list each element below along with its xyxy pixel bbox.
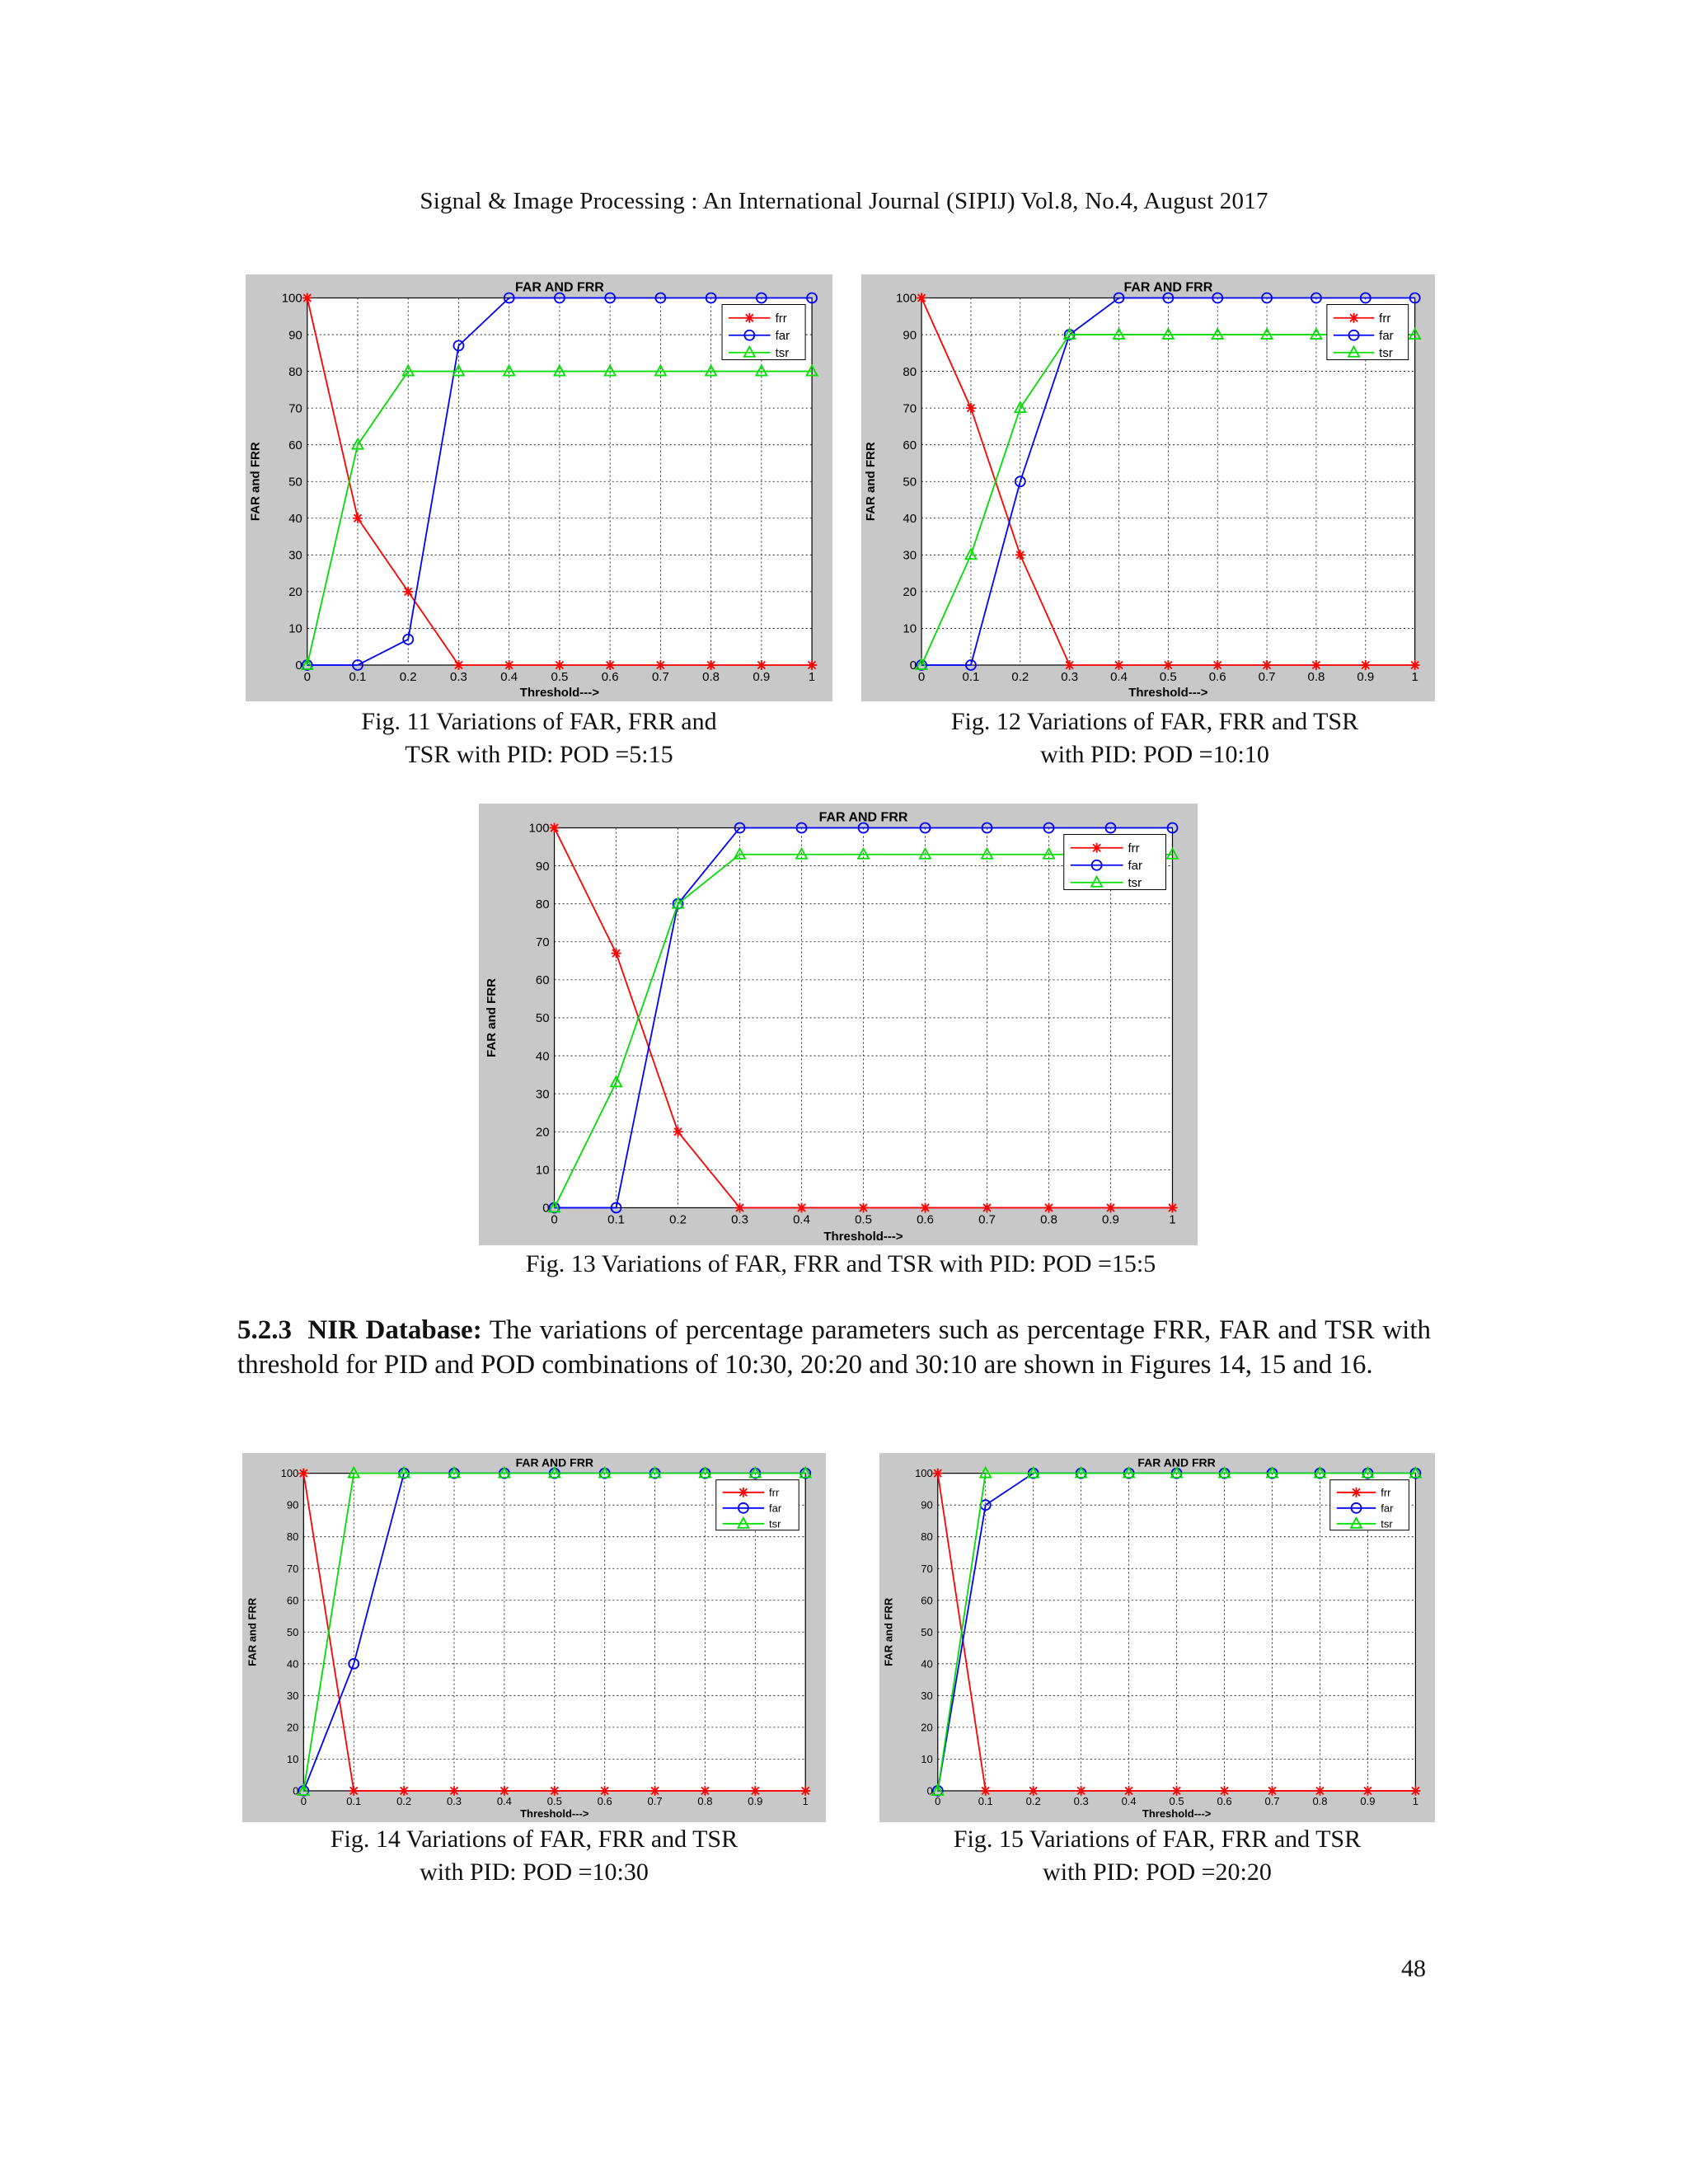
fig15-y-tick-label-10: 100: [915, 1467, 933, 1480]
fig13-legend-label-tsr: tsr: [1128, 875, 1142, 890]
fig12-y-axis-label: FAR and FRR: [864, 442, 879, 522]
fig11-y-tick-label-1: 10: [288, 621, 302, 636]
fig15-frr-point-6: [1220, 1786, 1230, 1796]
fig12-frr-point-2: [1015, 550, 1025, 560]
fig11-frr-point-4: [504, 660, 514, 670]
fig14-y-tick-label-5: 50: [286, 1625, 299, 1638]
fig11-x-tick-label-8: 0.8: [702, 669, 720, 684]
figure-13-caption-line-1: Fig. 13 Variations of FAR, FRR and TSR with PID: POD =15:5: [525, 1250, 1156, 1277]
fig13-frr-point-7: [982, 1202, 992, 1212]
fig13-frr-point-10: [1167, 1202, 1177, 1212]
fig15-y-tick-label-6: 60: [921, 1594, 933, 1607]
fig13-y-tick-label-0: 0: [542, 1201, 550, 1216]
fig14-chart: [242, 1453, 826, 1822]
fig11-legend-label-tsr: tsr: [775, 345, 790, 360]
fig14-frr-point-8: [700, 1786, 710, 1796]
figure-14-caption-line-2: with PID: POD =10:30: [420, 1858, 649, 1886]
fig15-x-tick-label-2: 0.2: [1025, 1794, 1041, 1807]
fig11-y-tick-label-10: 100: [281, 291, 302, 306]
figure-12-caption-line-1: Fig. 12 Variations of FAR, FRR and TSR: [950, 708, 1359, 735]
fig14-x-tick-label-1: 0.1: [346, 1794, 362, 1807]
fig13-legend-box: [1064, 834, 1166, 889]
fig12-legend-box: [1327, 304, 1409, 359]
fig14-frr-point-4: [499, 1786, 509, 1796]
fig11-legend-label-frr: frr: [775, 311, 787, 326]
fig12-x-tick-label-9: 0.9: [1357, 669, 1375, 684]
fig12-legend-label-tsr: tsr: [1379, 345, 1393, 360]
fig13-frr-point-6: [921, 1202, 931, 1212]
fig12-x-tick-label-8: 0.8: [1307, 669, 1325, 684]
fig13-y-tick-label-6: 60: [535, 973, 550, 988]
fig13-x-tick-label-7: 0.7: [978, 1212, 996, 1227]
figure-11: [246, 274, 832, 701]
fig13-y-tick-label-1: 10: [535, 1163, 550, 1178]
fig11-x-tick-label-0: 0: [303, 669, 311, 684]
fig15-y-axis-label: FAR and FRR: [882, 1597, 895, 1666]
fig11-frr-point-6: [605, 660, 615, 670]
figure-11-caption-line-2: TSR with PID: POD =5:15: [405, 741, 673, 768]
fig14-frr-point-2: [399, 1786, 409, 1796]
fig12-title: FAR AND FRR: [1123, 280, 1213, 295]
fig15-x-tick-label-8: 0.8: [1312, 1794, 1328, 1807]
fig11-x-tick-label-2: 0.2: [399, 669, 417, 684]
fig14-legend: [716, 1480, 799, 1530]
fig13-y-tick-label-2: 20: [535, 1125, 550, 1140]
fig15-x-tick-label-6: 0.6: [1217, 1794, 1232, 1807]
fig15-y-tick-label-9: 90: [921, 1498, 933, 1511]
fig13-y-tick-label-4: 40: [535, 1049, 550, 1064]
figure-11-caption-line-1: Fig. 11 Variations of FAR, FRR and: [361, 708, 717, 735]
fig12-y-tick-label-7: 70: [903, 401, 917, 416]
fig11-y-tick-label-9: 90: [288, 328, 302, 343]
fig13-legend-label-frr: frr: [1128, 841, 1140, 855]
section-title: NIR Database:: [307, 1315, 482, 1345]
fig13-y-tick-label-10: 100: [528, 821, 550, 836]
fig12-frr-point-3: [1065, 660, 1075, 670]
figure-14-caption: [242, 1823, 826, 1889]
fig14-frr-point-10: [800, 1786, 810, 1796]
figure-13: [479, 804, 1198, 1245]
fig15-frr-point-4: [1124, 1786, 1134, 1796]
fig13-frr-point-4: [797, 1202, 807, 1212]
fig15-x-tick-label-9: 0.9: [1360, 1794, 1376, 1807]
fig13-frr-point-0: [550, 823, 560, 832]
fig14-y-tick-label-9: 90: [286, 1498, 299, 1511]
fig12-frr-point-6: [1212, 660, 1222, 670]
fig13-x-tick-label-6: 0.6: [917, 1212, 934, 1227]
fig14-frr-point-3: [449, 1786, 459, 1796]
fig12-y-tick-label-5: 50: [903, 475, 917, 490]
fig11-y-tick-label-6: 60: [288, 438, 302, 452]
fig13-legend-marker-frr: [1092, 843, 1102, 853]
figure-15-caption-line-2: with PID: POD =20:20: [1043, 1858, 1272, 1886]
fig13-frr-point-1: [612, 949, 621, 958]
fig12-y-tick-label-0: 0: [909, 658, 917, 673]
fig15-legend-marker-frr: [1352, 1488, 1362, 1497]
fig13-frr-point-5: [859, 1202, 869, 1212]
fig11-x-axis-label: Threshold--->: [519, 686, 600, 700]
fig12-legend-label-frr: frr: [1379, 311, 1391, 326]
fig13-x-tick-label-2: 0.2: [669, 1212, 687, 1227]
fig13-y-tick-label-9: 90: [535, 859, 550, 874]
fig15-x-tick-label-1: 0.1: [978, 1794, 993, 1807]
fig14-legend-label-frr: frr: [769, 1486, 780, 1499]
fig12-x-tick-label-7: 0.7: [1258, 669, 1276, 684]
fig13-x-tick-label-1: 0.1: [607, 1212, 625, 1227]
fig13-x-tick-label-0: 0: [551, 1212, 558, 1227]
fig13-frr-point-9: [1105, 1202, 1115, 1212]
fig11-y-tick-label-7: 70: [288, 401, 302, 416]
fig11-frr-point-2: [403, 587, 413, 597]
fig15-y-tick-label-7: 70: [921, 1562, 933, 1575]
fig15-legend-label-frr: frr: [1381, 1486, 1391, 1499]
fig13-y-tick-label-7: 70: [535, 935, 550, 950]
fig14-x-tick-label-7: 0.7: [647, 1794, 663, 1807]
fig11-legend-box: [722, 304, 805, 359]
fig12-frr-point-7: [1262, 660, 1272, 670]
fig13-legend-label-far: far: [1128, 858, 1143, 873]
fig14-x-tick-label-0: 0: [300, 1794, 307, 1807]
fig12-legend-label-far: far: [1379, 328, 1394, 343]
fig12-frr-point-8: [1311, 660, 1321, 670]
fig13-frr-point-2: [673, 1127, 683, 1137]
fig15-legend-label-far: far: [1381, 1502, 1394, 1515]
fig14-x-tick-label-9: 0.9: [748, 1794, 763, 1807]
fig12-y-tick-label-3: 30: [903, 548, 917, 563]
fig15-frr-point-3: [1076, 1786, 1086, 1796]
figure-15-caption-line-1: Fig. 15 Variations of FAR, FRR and TSR: [953, 1825, 1362, 1853]
fig13-x-tick-label-3: 0.3: [731, 1212, 748, 1227]
fig13-x-tick-label-9: 0.9: [1102, 1212, 1119, 1227]
section-body: The variations of percentage parameters such as percentage FRR, FAR and TSR with threshold for PID and POD combinations of 10:30, 20:20 and 30:10 are shown in Figures 14, 15 and 16.: [237, 1315, 1431, 1380]
fig12-x-tick-label-0: 0: [917, 669, 926, 684]
fig15-legend-box: [1330, 1480, 1409, 1530]
fig15-frr-point-7: [1268, 1786, 1278, 1796]
fig14-y-tick-label-2: 20: [286, 1721, 299, 1734]
fig13-x-tick-label-5: 0.5: [855, 1212, 872, 1227]
fig15-legend: [1330, 1480, 1409, 1530]
fig12-x-tick-label-2: 0.2: [1011, 669, 1029, 684]
section-5-2-3: [237, 1313, 1431, 1382]
fig11-legend-marker-frr: [744, 313, 754, 323]
fig13-frr-point-8: [1043, 1202, 1053, 1212]
fig11-y-axis-label: FAR and FRR: [248, 442, 263, 522]
fig12-frr-point-4: [1114, 660, 1124, 670]
fig14-x-tick-label-2: 0.2: [396, 1794, 412, 1807]
fig13-frr-point-3: [735, 1202, 745, 1212]
fig15-frr-point-10: [1410, 1786, 1420, 1796]
fig12-frr-point-1: [966, 403, 976, 413]
fig14-y-tick-label-4: 40: [286, 1657, 299, 1671]
fig14-frr-point-5: [550, 1786, 560, 1796]
fig12-frr-point-10: [1410, 660, 1420, 670]
fig15-y-tick-label-3: 30: [921, 1689, 933, 1702]
figure-12-caption-line-2: with PID: POD =10:10: [1040, 741, 1269, 768]
fig14-x-axis-label: Threshold--->: [520, 1807, 589, 1820]
fig15-y-tick-label-1: 10: [921, 1752, 933, 1765]
fig14-x-tick-label-4: 0.4: [496, 1794, 512, 1807]
fig12-x-tick-label-5: 0.5: [1159, 669, 1177, 684]
fig11-frr-point-9: [757, 660, 767, 670]
figure-14: [242, 1453, 826, 1822]
fig14-y-tick-label-6: 60: [286, 1594, 299, 1607]
fig12-frr-point-0: [917, 293, 926, 302]
fig15-x-tick-label-7: 0.7: [1264, 1794, 1280, 1807]
fig15-frr-point-8: [1315, 1786, 1325, 1796]
fig11-frr-point-7: [655, 660, 665, 670]
fig11-x-tick-label-1: 0.1: [349, 669, 367, 684]
fig12-y-tick-label-9: 90: [903, 328, 917, 343]
fig11-frr-point-0: [302, 293, 312, 302]
fig14-legend-label-far: far: [769, 1502, 782, 1515]
fig15-y-tick-label-2: 20: [921, 1721, 933, 1734]
fig15-title: FAR AND FRR: [1137, 1455, 1216, 1469]
fig12-legend-marker-frr: [1349, 313, 1359, 323]
fig11-x-tick-label-7: 0.7: [651, 669, 669, 684]
fig15-x-tick-label-4: 0.4: [1121, 1794, 1137, 1807]
fig15-legend-label-tsr: tsr: [1381, 1517, 1393, 1530]
fig11-x-tick-label-9: 0.9: [753, 669, 771, 684]
fig15-frr-point-1: [981, 1786, 991, 1796]
fig11-frr-point-3: [453, 660, 463, 670]
fig14-frr-point-9: [750, 1786, 760, 1796]
fig14-y-tick-label-1: 10: [286, 1752, 299, 1765]
fig11-x-tick-label-3: 0.3: [450, 669, 467, 684]
fig13-x-tick-label-10: 1: [1169, 1212, 1176, 1227]
fig14-x-tick-label-10: 1: [802, 1794, 809, 1807]
fig12-y-tick-label-4: 40: [903, 512, 917, 527]
fig15-y-tick-label-8: 80: [921, 1530, 933, 1544]
fig11-x-tick-label-5: 0.5: [551, 669, 569, 684]
fig15-frr-point-5: [1172, 1786, 1182, 1796]
fig11-legend-label-far: far: [775, 328, 790, 343]
fig14-y-tick-label-0: 0: [293, 1784, 299, 1797]
fig11-chart: [246, 274, 832, 701]
fig15-x-tick-label-0: 0: [935, 1794, 941, 1807]
fig11-x-tick-label-4: 0.4: [500, 669, 518, 684]
figure-11-caption: [246, 705, 832, 771]
fig12-y-tick-label-10: 100: [896, 291, 917, 306]
fig12-y-tick-label-8: 80: [903, 364, 917, 379]
fig11-frr-point-5: [555, 660, 565, 670]
fig14-frr-point-7: [650, 1786, 660, 1796]
fig11-y-tick-label-2: 20: [288, 585, 302, 600]
fig11-legend: [722, 304, 805, 360]
figure-13-caption: [346, 1248, 1335, 1281]
figure-15: [879, 1453, 1435, 1822]
fig15-x-tick-label-3: 0.3: [1073, 1794, 1089, 1807]
fig14-frr-point-1: [349, 1786, 359, 1796]
fig14-legend-marker-frr: [738, 1488, 748, 1497]
figure-15-caption: [879, 1823, 1435, 1889]
fig13-x-axis-label: Threshold--->: [823, 1230, 903, 1244]
fig14-y-tick-label-8: 80: [286, 1530, 299, 1544]
fig14-legend-box: [716, 1480, 799, 1530]
fig15-frr-point-2: [1029, 1786, 1039, 1796]
fig11-y-tick-label-8: 80: [288, 364, 302, 379]
section-number: 5.2.3: [237, 1315, 292, 1345]
fig12-y-tick-label-1: 10: [903, 621, 917, 636]
figure-12: [861, 274, 1435, 701]
fig14-y-tick-label-7: 70: [286, 1562, 299, 1575]
fig14-x-tick-label-8: 0.8: [697, 1794, 713, 1807]
fig14-x-tick-label-3: 0.3: [446, 1794, 462, 1807]
fig11-y-tick-label-0: 0: [295, 658, 302, 673]
figure-12-caption: [861, 705, 1448, 771]
page-number: 48: [1401, 1955, 1426, 1982]
fig15-chart: [879, 1453, 1435, 1822]
fig11-x-tick-label-10: 1: [808, 669, 816, 684]
fig14-y-tick-label-10: 100: [280, 1467, 299, 1480]
fig13-x-tick-label-4: 0.4: [793, 1212, 810, 1227]
fig11-frr-point-10: [807, 660, 817, 670]
fig15-frr-point-9: [1362, 1786, 1372, 1796]
fig11-y-tick-label-5: 50: [288, 475, 302, 490]
fig12-frr-point-9: [1361, 660, 1371, 670]
fig14-x-tick-label-5: 0.5: [546, 1794, 562, 1807]
fig13-y-tick-label-8: 80: [535, 897, 550, 912]
fig12-x-tick-label-10: 1: [1411, 669, 1418, 684]
fig14-y-tick-label-3: 30: [286, 1689, 299, 1702]
fig13-title: FAR AND FRR: [818, 810, 908, 825]
fig14-x-tick-label-6: 0.6: [597, 1794, 612, 1807]
fig11-frr-point-8: [706, 660, 716, 670]
fig15-y-tick-label-5: 50: [921, 1625, 933, 1638]
fig13-y-tick-label-5: 50: [535, 1011, 550, 1026]
fig12-legend: [1327, 304, 1409, 360]
journal-header: Signal & Image Processing : An International Journal (SIPIJ) Vol.8, No.4, August 2017: [420, 188, 1268, 214]
fig14-frr-point-0: [298, 1469, 308, 1479]
fig15-x-tick-label-5: 0.5: [1169, 1794, 1184, 1807]
fig11-y-tick-label-3: 30: [288, 548, 302, 563]
fig12-x-axis-label: Threshold--->: [1128, 686, 1208, 700]
fig12-x-tick-label-3: 0.3: [1061, 669, 1079, 684]
fig12-y-tick-label-2: 20: [903, 585, 917, 600]
fig14-title: FAR AND FRR: [515, 1455, 593, 1469]
figure-14-caption-line-1: Fig. 14 Variations of FAR, FRR and TSR: [330, 1825, 738, 1853]
fig12-frr-point-5: [1163, 660, 1173, 670]
fig15-y-tick-label-4: 40: [921, 1657, 933, 1671]
fig13-y-tick-label-3: 30: [535, 1087, 550, 1102]
fig14-frr-point-6: [600, 1786, 610, 1796]
fig14-legend-label-tsr: tsr: [769, 1517, 781, 1530]
fig15-x-axis-label: Threshold--->: [1142, 1807, 1212, 1820]
fig15-x-tick-label-10: 1: [1412, 1794, 1419, 1807]
fig13-legend: [1064, 834, 1166, 890]
fig12-chart: [861, 274, 1435, 701]
fig13-y-axis-label: FAR and FRR: [485, 978, 499, 1057]
fig15-y-tick-label-0: 0: [926, 1784, 933, 1797]
fig12-x-tick-label-1: 0.1: [962, 669, 980, 684]
fig14-y-axis-label: FAR and FRR: [246, 1597, 259, 1666]
fig13-chart: [479, 804, 1198, 1245]
fig11-y-tick-label-4: 40: [288, 512, 302, 527]
fig11-frr-point-1: [353, 513, 363, 523]
fig12-y-tick-label-6: 60: [903, 438, 917, 452]
fig15-frr-point-0: [933, 1469, 943, 1479]
fig12-x-tick-label-6: 0.6: [1208, 669, 1226, 684]
fig13-x-tick-label-8: 0.8: [1040, 1212, 1057, 1227]
fig12-x-tick-label-4: 0.4: [1110, 669, 1128, 684]
fig11-title: FAR AND FRR: [514, 280, 604, 295]
fig11-x-tick-label-6: 0.6: [601, 669, 619, 684]
